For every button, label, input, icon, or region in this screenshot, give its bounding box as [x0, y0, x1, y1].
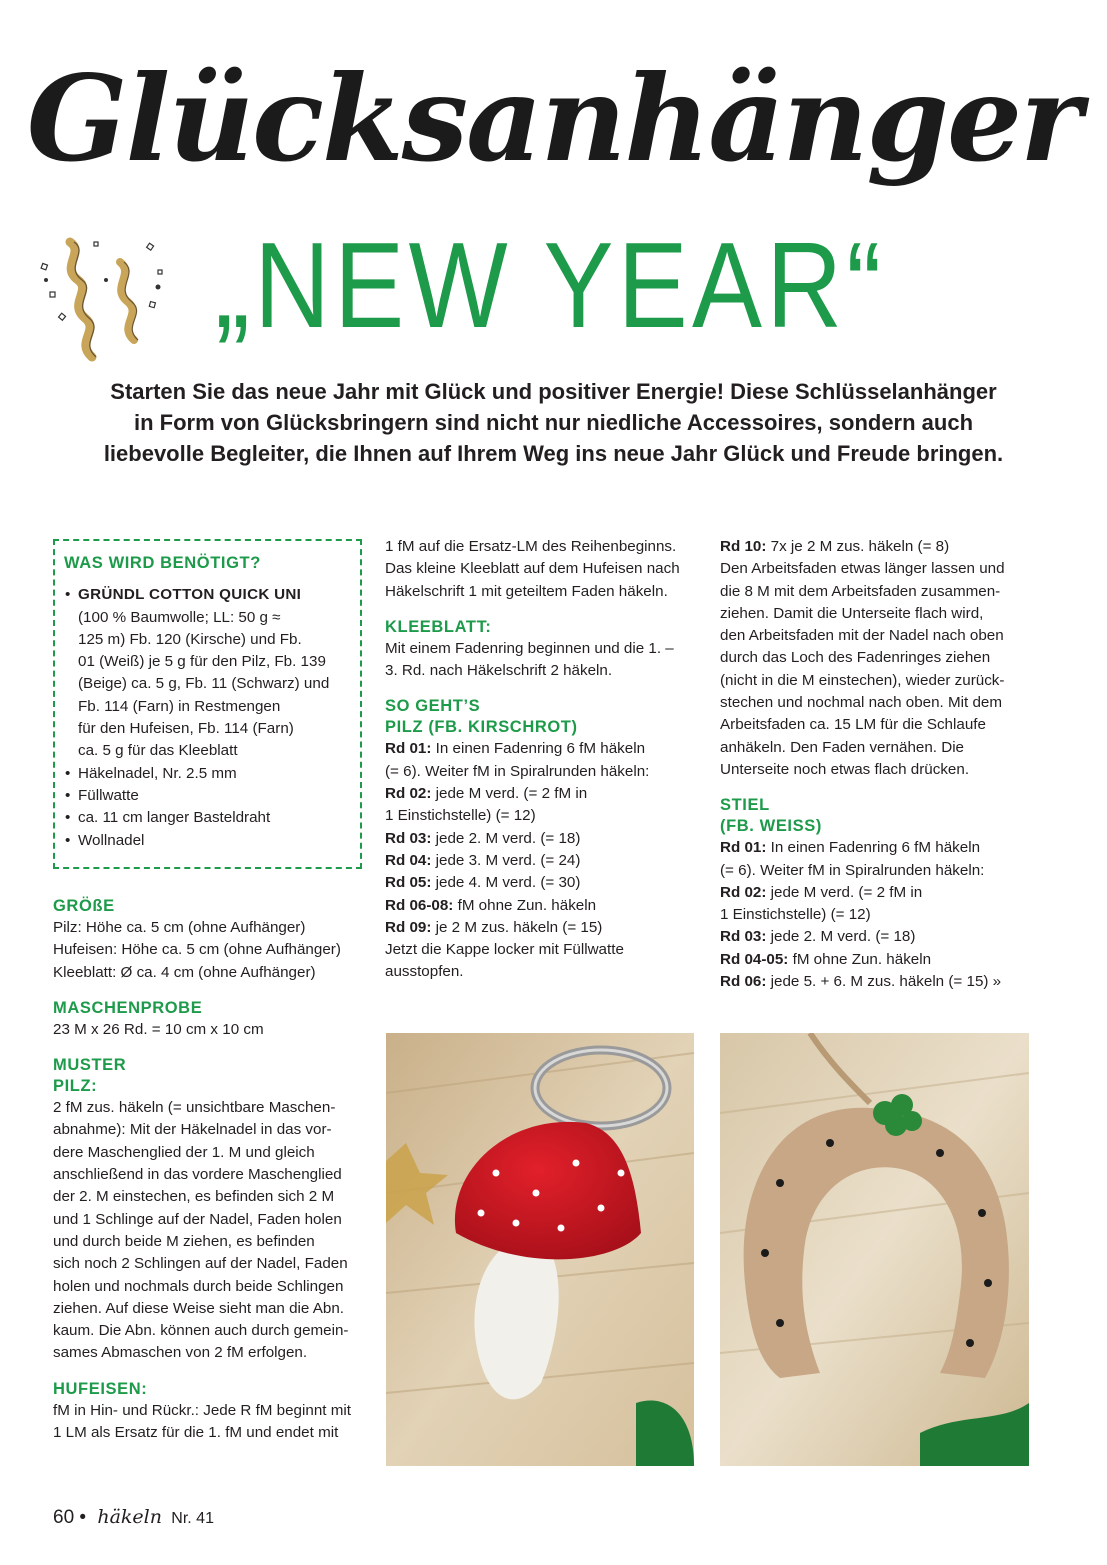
title-script: Glücksanhänger [26, 49, 1081, 188]
instruction-row [720, 670, 1030, 692]
horseshoe-line: 1 LM als Ersatz für die 1. fM und endet mit [53, 1424, 339, 1442]
round-text: jede 5. + 6. M zus. häkeln (= 15) » [766, 973, 1002, 991]
instruction-row [385, 939, 693, 961]
instruction-row [385, 761, 693, 783]
pattern-line: 2 fM zus. häkeln (= unsichtbare Maschen- [53, 1099, 336, 1117]
instruction-row [720, 837, 1030, 859]
howto-rows [385, 738, 693, 983]
round-text: Den Arbeitsfaden etwas länger lassen und [720, 560, 1005, 578]
pattern-text [53, 1097, 363, 1365]
intro-line: in Form von Glücksbringern sind nicht nur niedliche Accessoires, sondern auch [133, 410, 974, 435]
instruction-row [720, 971, 1030, 993]
instruction-row [385, 805, 693, 827]
materials-item: • ca. 11 cm langer Basteldraht [64, 807, 354, 829]
yarn-detail: 125 m) Fb. 120 (Kirsche) und Fb. [78, 630, 302, 648]
round-text: ausstopfen. [385, 963, 464, 981]
round-text: In einen Fadenring 6 fM häkeln [431, 740, 646, 758]
pattern-line: holen und nochmals durch beide Schlingen [53, 1277, 344, 1295]
pattern-line: und 1 Schlinge auf der Nadel, Faden holen [53, 1210, 342, 1228]
round-text: (= 6). Weiter fM in Spiralrunden häkeln: [385, 762, 650, 780]
round-label: Rd 03: [720, 928, 767, 946]
instruction-row [720, 882, 1030, 904]
round-text: anhäkeln. Den Faden vernähen. Die [720, 738, 965, 756]
stem-heading [720, 795, 1030, 837]
round-text: 7x je 2 M zus. häkeln (= 8) [766, 538, 950, 555]
intro-text [40, 376, 1067, 469]
clover-line: Mit einem Fadenring beginnen und die 1. – [385, 639, 674, 657]
round-label: Rd 01: [720, 839, 767, 857]
column-left [53, 896, 363, 1444]
instruction-row [385, 895, 693, 917]
pattern-line: ziehen. Auf diese Weise sieht man die Abn. [53, 1299, 344, 1317]
round-text: jede 2. M verd. (= 18) [766, 928, 916, 946]
instruction-row [720, 603, 1030, 625]
round-text: Arbeitsfaden ca. 15 LM für die Schlaufe [720, 716, 986, 734]
horseshoe-line: Häkelschrift 1 mit geteiltem Faden häkeln. [385, 582, 668, 600]
instruction-row [720, 536, 1030, 558]
instruction-row [720, 647, 1030, 669]
stem-heading-line: STIEL [720, 796, 770, 815]
instruction-row [385, 783, 693, 805]
stem-rows [720, 837, 1030, 993]
instruction-row [720, 692, 1030, 714]
size-line: Pilz: Höhe ca. 5 cm (ohne Aufhänger) [53, 919, 306, 936]
round-text: In einen Fadenring 6 fM häkeln [766, 839, 981, 857]
round-text: fM ohne Zun. häkeln [788, 950, 932, 968]
round-text: 1 Einstichstelle) (= 12) [720, 906, 871, 924]
materials-item: • Wollnadel [64, 830, 354, 852]
round-text: stechen und nochmal nach oben. Mit dem [720, 694, 1002, 712]
materials-item: • Füllwatte [64, 785, 354, 807]
round-label: Rd 04: [385, 851, 432, 869]
intro-line: Starten Sie das neue Jahr mit Glück und positiver Energie! Diese Schlüsselanhänger [110, 379, 997, 404]
round-text: (nicht in die M einstechen), wieder zurück- [720, 671, 1005, 689]
instruction-row [720, 737, 1030, 759]
instruction-row [720, 581, 1030, 603]
instruction-row [720, 625, 1030, 647]
photo-horseshoe [720, 1033, 1029, 1466]
title-new-year: „NEW YEAR“ [215, 217, 886, 353]
round-text: jede M verd. (= 2 fM in [431, 785, 588, 803]
round-text: den Arbeitsfaden mit der Nadel nach oben [720, 627, 1004, 645]
pattern-line: der 2. M einstechen, es befinden sich 2 M [53, 1188, 335, 1206]
instruction-row [720, 860, 1030, 882]
round-text: ziehen. Damit die Unterseite flach wird, [720, 604, 984, 622]
instruction-row [385, 738, 693, 760]
size-heading: GRÖßE [53, 897, 115, 915]
instruction-row [720, 558, 1030, 580]
round-label: Rd 01: [385, 740, 432, 758]
pattern-line: abnahme): Mit der Häkelnadel in das vor- [53, 1121, 332, 1139]
instruction-row [385, 917, 693, 939]
intro-line: liebevolle Begleiter, die Ihnen auf Ihrem Weg ins neue Jahr Glück und Freude bringen. [103, 441, 1004, 466]
size-line: Hufeisen: Höhe ca. 5 cm (ohne Aufhänger) [53, 941, 341, 959]
pattern-heading [53, 1055, 363, 1097]
instruction-row [720, 759, 1030, 781]
round-text: (= 6). Weiter fM in Spiralrunden häkeln: [720, 861, 985, 879]
round-text: jede 2. M verd. (= 18) [431, 829, 581, 847]
size-line: Kleeblatt: Ø ca. 4 cm (ohne Aufhänger) [53, 963, 316, 981]
pattern-line: anschließend in das vordere Maschenglied [53, 1166, 342, 1184]
round-label: Rd 03: [385, 829, 432, 847]
materials-yarn [64, 584, 354, 762]
issue-number: Nr. 41 [171, 1510, 214, 1527]
round-text: fM ohne Zun. häkeln [453, 896, 597, 914]
round-text: jede 3. M verd. (= 24) [431, 851, 581, 869]
clover-line: 3. Rd. nach Häkelschrift 2 häkeln. [385, 662, 613, 680]
horseshoe-line: Das kleine Kleeblatt auf dem Hufeisen nach [385, 560, 680, 578]
yarn-detail: für den Hufeisen, Fb. 114 (Farn) [78, 720, 294, 738]
pattern-heading-line: MUSTER [53, 1056, 127, 1075]
instruction-row [720, 714, 1030, 736]
round-text: je 2 M zus. häkeln (= 15) [431, 918, 603, 936]
instruction-row [385, 872, 693, 894]
instruction-row [720, 904, 1030, 926]
round-text: jede M verd. (= 2 fM in [766, 883, 923, 901]
howto-heading [385, 696, 693, 738]
yarn-detail: (100 % Baumwolle; LL: 50 g ≈ [78, 608, 281, 626]
confetti-streamer-icon [30, 222, 180, 372]
materials-heading: WAS WIRD BENÖTIGT? [64, 554, 261, 572]
pattern-line: dere Maschenglied der 1. M und gleich [53, 1143, 315, 1161]
footer-bullet: • [79, 1507, 87, 1528]
round-label: Rd 10: [720, 538, 767, 555]
materials-content [64, 552, 354, 852]
magazine-name: häkeln [97, 1506, 162, 1528]
instruction-row [720, 949, 1030, 971]
round-text: 1 Einstichstelle) (= 12) [385, 807, 536, 825]
instruction-row [385, 850, 693, 872]
materials-list [64, 584, 354, 852]
round-label: Rd 09: [385, 918, 432, 936]
stem-heading-line: (FB. WEISS) [720, 817, 822, 836]
pattern-line: sich noch 2 Schlingen auf der Nadel, Faden [53, 1255, 348, 1273]
round-label: Rd 06-08: [385, 896, 454, 914]
gauge-heading: MASCHENPROBE [53, 998, 203, 1017]
pattern-heading-line: PILZ: [53, 1077, 98, 1096]
round-text: die 8 M mit dem Arbeitsfaden zusammen- [720, 582, 1001, 600]
pattern-line: und durch beide M ziehen, es befinden [53, 1232, 315, 1250]
yarn-detail: (Beige) ca. 5 g, Fb. 11 (Schwarz) und [78, 675, 330, 693]
round-label: Rd 05: [385, 874, 432, 892]
round-text: durch das Loch des Fadenringes ziehen [720, 649, 991, 667]
instruction-row [720, 926, 1030, 948]
round-label: Rd 04-05: [720, 950, 789, 968]
round-text: Unterseite noch etwas flach drücken. [720, 760, 970, 778]
yarn-detail: ca. 5 g für das Kleeblatt [78, 742, 238, 760]
instruction-row [385, 961, 693, 983]
round-text: jede 4. M verd. (= 30) [431, 874, 581, 892]
cap-end-rows [720, 536, 1030, 781]
pattern-line: kaum. Die Abn. können auch durch gemein- [53, 1322, 349, 1340]
round-label: Rd 06: [720, 973, 767, 991]
gauge-text: 23 M x 26 Rd. = 10 cm x 10 cm [53, 1020, 264, 1038]
round-label: Rd 02: [720, 883, 767, 901]
clover-heading: KLEEBLATT: [385, 617, 492, 636]
howto-heading-line: SO GEHT’S [385, 697, 481, 716]
column-right [720, 536, 1030, 993]
yarn-name: • GRÜNDL COTTON QUICK UNI [78, 586, 302, 604]
yarn-detail: 01 (Weiß) je 5 g für den Pilz, Fb. 139 [78, 653, 326, 671]
horseshoe-line: 1 fM auf die Ersatz-LM des Reihenbeginns. [385, 538, 677, 555]
instruction-row [385, 828, 693, 850]
materials-item: • Häkelnadel, Nr. 2.5 mm [64, 763, 354, 785]
round-text: Jetzt die Kappe locker mit Füllwatte [385, 941, 624, 959]
pattern-line: sames Abmaschen von 2 fM erfolgen. [53, 1344, 308, 1362]
horseshoe-line: fM in Hin- und Rückr.: Jede R fM beginnt mit [53, 1401, 351, 1419]
round-label: Rd 02: [385, 785, 432, 803]
howto-heading-line: PILZ (FB. KIRSCHROT) [385, 718, 578, 737]
yarn-detail: Fb. 114 (Farn) in Restmengen [78, 697, 281, 715]
column-middle [385, 536, 693, 984]
photo-mushroom [386, 1033, 694, 1466]
footer [53, 1506, 214, 1529]
page-number: 60 [53, 1507, 75, 1528]
horseshoe-heading: HUFEISEN: [53, 1379, 148, 1398]
